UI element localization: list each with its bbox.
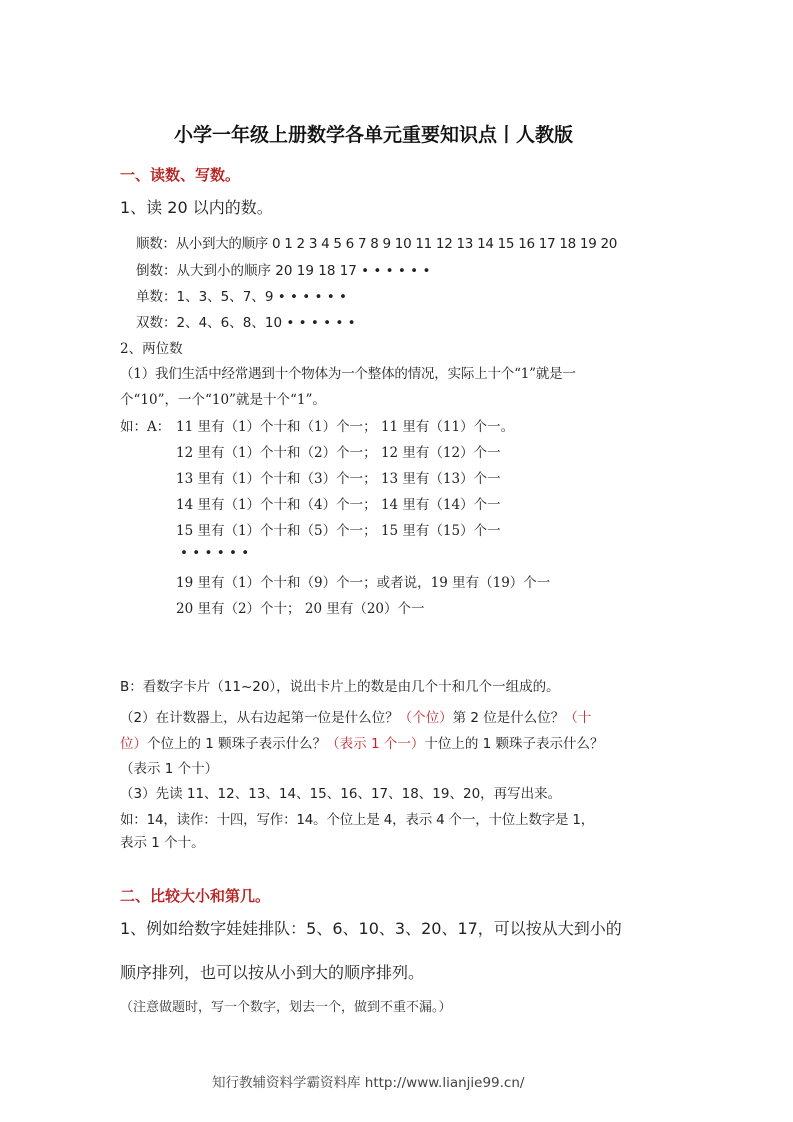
example-a-row: 11 里有（1）个十和（1）个一； 11 里有（11）个一。 [176, 419, 515, 435]
example-a-row: 20 里有（2）个十； 20 里有（20）个一 [176, 601, 425, 617]
q2-text: 十位上的 1 颗珠子表示什么？ [424, 736, 604, 752]
section2-note: （注意做题时，写一个数字，划去一个，做到不重不漏。） [120, 1000, 452, 1015]
question2-line2 [120, 732, 604, 752]
example-a-ellipsis: • • • • • • [180, 545, 250, 561]
example-14-line1: 如：14，读作：十四，写作：14。个位上是 4，表示 4 个一，十位上数字是 1， [120, 812, 595, 828]
section1-item1: 1、读 20 以内的数。 [120, 198, 273, 217]
q2-answer: （表示 1 个一） [326, 736, 425, 752]
q2-text: 个位上的 1 颗珠子表示什么？ [147, 736, 327, 752]
example-a-row: 19 里有（1）个十和（9）个一；或者说，19 里有（19）个一 [176, 575, 551, 591]
example-a-row: 15 里有（1）个十和（5）个一； 15 里有（15）个一 [176, 523, 501, 539]
example-b: B：看数字卡片（11~20），说出卡片上的数是由几个十和几个一组成的。 [120, 679, 560, 695]
para1-line2: 个“10”，一个“10”就是十个“1”。 [120, 392, 326, 408]
para1-line1: （1）我们生活中经常遇到十个物体为一个整体的情况，实际上十个“1”就是一 [120, 366, 576, 382]
page-title: 小学一年级上册数学各单元重要知识点丨人教版 [174, 124, 574, 146]
section2-item1-line2: 顺序排列，也可以按从小到大的顺序排列。 [120, 963, 425, 982]
example-a-row: 13 里有（1）个十和（3）个一； 13 里有（13）个一 [176, 471, 501, 487]
section1-heading: 一、读数、写数。 [120, 166, 241, 184]
example-a-lead: 如：A： [120, 419, 171, 435]
example-a-row: 14 里有（1）个十和（4）个一； 14 里有（14）个一 [176, 497, 501, 513]
q2-text: （2）在计数器上，从右边起第一位是什么位？ [120, 710, 399, 726]
example-a-row: 12 里有（1）个十和（2）个一； 12 里有（12）个一 [176, 445, 501, 461]
q2-answer: 位） [120, 736, 147, 752]
q2-answer: （十 [564, 710, 592, 726]
section2-heading: 二、比较大小和第几。 [120, 887, 271, 905]
page-footer: 知行教辅资料学霸资料库 http://www.lianjie99.cn/ [212, 1075, 525, 1091]
shunshu-line: 顺数：从小到大的顺序 0 1 2 3 4 5 6 7 8 9 10 11 12 13 14 15 16 17 18 19 20 [136, 236, 618, 252]
danshu-line: 单数：1、3、5、7、9 • • • • • • [136, 289, 347, 305]
question3: （3）先读 11、12、13、14、15、16、17、18、19、20，再写出来。 [120, 786, 562, 802]
shuangshu-line: 双数：2、4、6、8、10 • • • • • • [136, 315, 356, 331]
daoshu-line: 倒数：从大到小的顺序 20 19 18 17 • • • • • • [136, 263, 431, 279]
section2-item1-line1: 1、例如给数字娃娃排队：5、6、10、3、20、17，可以按从大到小的 [120, 919, 622, 938]
q2-answer: （个位） [398, 710, 453, 726]
question2-line3: （表示 1 个十） [120, 761, 219, 777]
example-14-line2: 表示 1 个十。 [120, 835, 205, 851]
question2-line1 [120, 706, 591, 726]
section1-item2: 2、两位数 [120, 341, 183, 357]
q2-text: 第 2 位是什么位？ [452, 710, 565, 726]
